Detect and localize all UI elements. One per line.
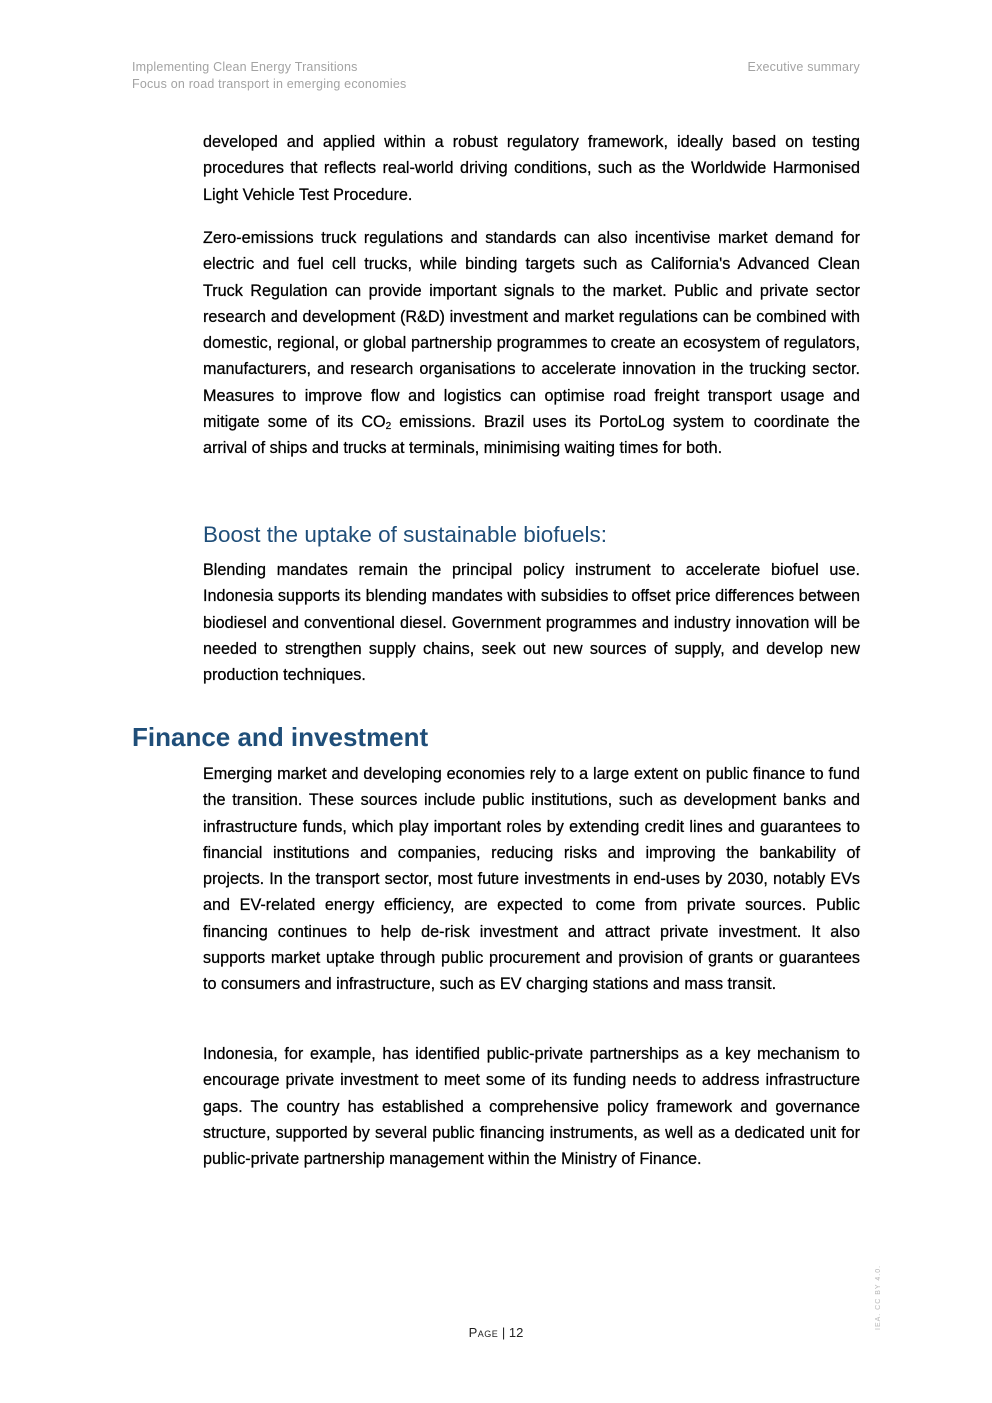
paragraph-biofuels: Blending mandates remain the principal policy instrument to accelerate biofuel use. Indonesia supports its blending mandates with subsidies to offset price differences between biodiesel and conventional diesel. Government programmes and industry innovation will be needed to strengthen supply chains, seek out new sources of supply, and develop new production techniques.	[203, 561, 860, 685]
running-header-right: Executive summary	[747, 60, 860, 74]
license-note: IEA. CC BY 4.0.	[875, 1264, 882, 1330]
page-footer	[0, 1325, 992, 1340]
paragraph-block-3	[203, 557, 860, 688]
paragraph-block-1	[203, 129, 860, 208]
paragraph-block-2	[203, 225, 860, 462]
paragraph-indonesia-ppp: Indonesia, for example, has identified public-private partnerships as a key mechanism to encourage private investment to meet some of its funding needs to address infrastructure gaps. The country has established a comprehensive policy framework and governance structure, supported by several public financing instruments, as well as a dedicated unit for public-private partnership management within the Ministry of Finance.	[203, 1045, 860, 1169]
paragraph-truck-text-a: Zero-emissions truck regulations and standards can also incentivise market demand for electric and fuel cell trucks, while binding targets such as California's Advanced Clean Truck Regulation can provide important signals to the market. Public and private sector research and development (R&D) investment and market regulations can be combined with domestic, regional, or global partnership programmes to create an ecosystem of regulators, manufacturers, and research organisations to accelerate innovation in the trucking sector. Measures to improve flow and logistics can optimise road freight transport usage and mitigate some of its CO	[203, 229, 860, 432]
section-heading-finance: Finance and investment	[132, 722, 429, 752]
running-header-left	[132, 59, 406, 93]
paragraph-truck-text-b: emissions. Brazil uses its PortoLog system to coordinate the arrival of ships and trucks at terminals, minimising waiting times for both.	[203, 413, 860, 458]
paragraph-regulatory-framework: developed and applied within a robust regulatory framework, ideally based on testing procedures that reflects real-world driving conditions, such as the Worldwide Harmonised Light Vehicle Test Procedure.	[203, 133, 860, 204]
report-subtitle: Focus on road transport in emerging economies	[132, 77, 407, 91]
report-title: Implementing Clean Energy Transitions	[132, 60, 358, 74]
page-label: Page	[468, 1325, 499, 1340]
paragraph-truck-regulations	[203, 225, 860, 462]
paragraph-public-finance: Emerging market and developing economies rely to a large extent on public finance to fund the transition. These sources include public institutions, such as development banks and infrastructure funds, which play important roles by extending credit lines and guarantees to financial institutions and companies, reducing risks and improving the bankability of projects. In the transport sector, most future investments in end-uses by 2030, notably EVs and EV-related energy efficiency, are expected to come from private sources. Public financing continues to help de-risk investment and attract private investment. It also supports market uptake through public procurement and provision of grants or guarantees to consumers and infrastructure, such as EV charging stations and mass transit.	[203, 765, 860, 994]
subheading-biofuels: Boost the uptake of sustainable biofuels:	[203, 522, 608, 547]
paragraph-block-4	[203, 761, 860, 998]
paragraph-block-5	[203, 1041, 860, 1172]
page-separator: |	[501, 1325, 506, 1340]
co2-subscript: 2	[385, 421, 392, 433]
page-number: 12	[508, 1325, 524, 1340]
